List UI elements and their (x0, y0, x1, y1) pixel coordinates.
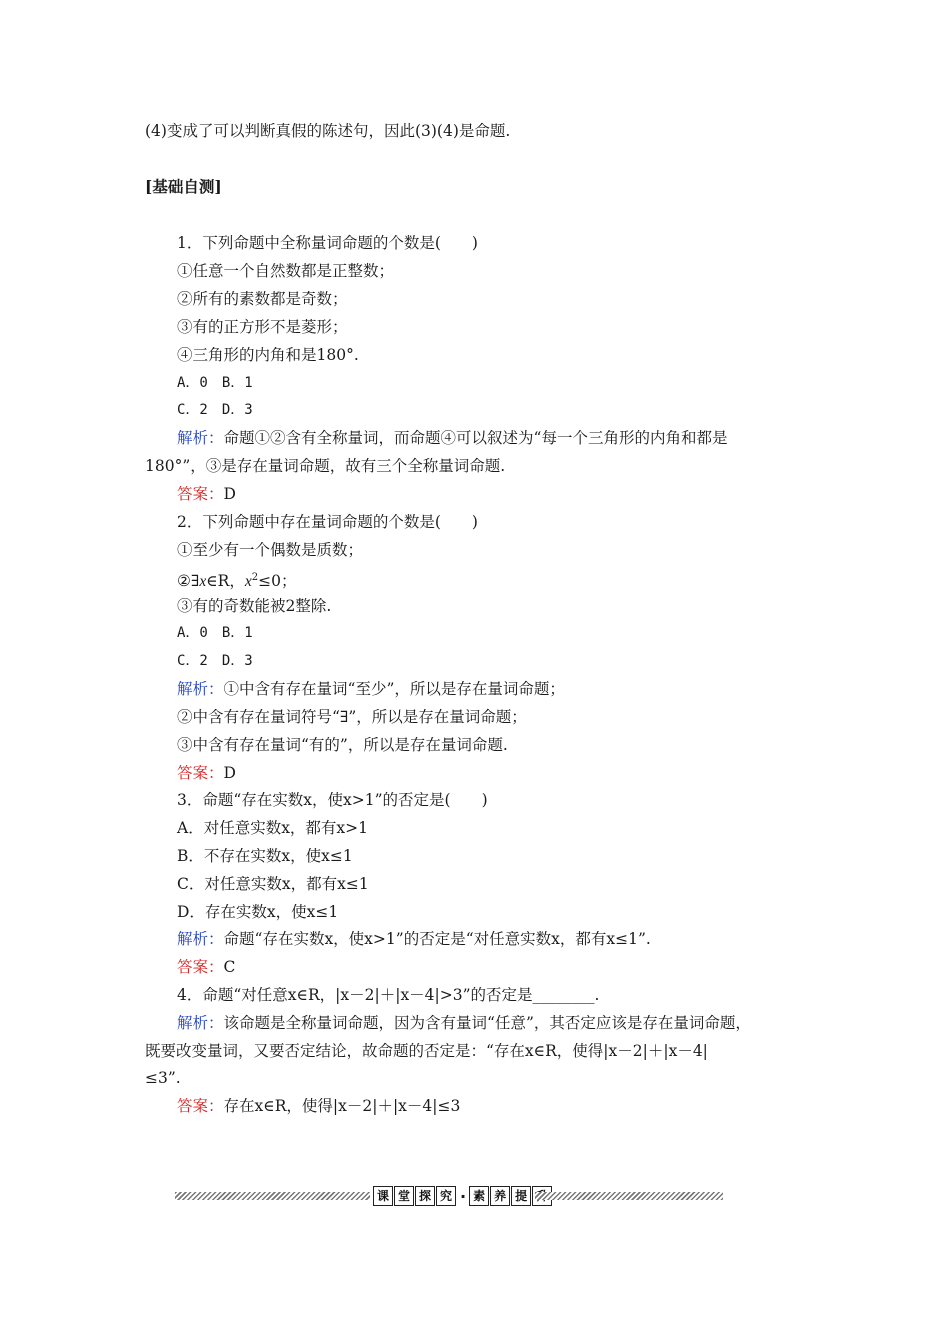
q1-analysis-line-2: 180°”，③是存在量词命题，故有三个全称量词命题. (145, 457, 506, 475)
q1-item-3: ③有的正方形不是菱形； (177, 318, 348, 336)
q3-answer-label: 答案： (177, 958, 224, 976)
q2-item-2-mid: ∈R， (206, 572, 245, 591)
q1-options-cd: C．2 D．3 (177, 402, 253, 418)
q2-item-2-var: x (199, 573, 207, 591)
q2-analysis-line-3: ③中含有存在量词“有的”，所以是存在量词命题. (177, 736, 508, 754)
q2-item-3: ③有的奇数能被2整除. (177, 597, 332, 615)
banner-chip: 课 (373, 1186, 393, 1206)
banner-label (373, 1186, 553, 1206)
q4-answer: 存在x∈R，使得|x－2|＋|x－4|≤3 (223, 1097, 461, 1115)
q1-answer-label: 答案： (177, 485, 224, 503)
q4-analysis-label: 解析： (177, 1014, 224, 1032)
q2-item-2-prefix: ②∃ (177, 572, 200, 591)
q2-analysis-label: 解析： (177, 680, 224, 698)
banner-hatch-right (535, 1192, 723, 1200)
q4-stem: 4．命题“对任意x∈R，|x－2|＋|x－4|>3”的否定是________. (177, 986, 600, 1004)
q3-stem: 3．命题“存在实数x，使x>1”的否定是( ) (177, 791, 488, 809)
banner-chip: 探 (415, 1186, 435, 1206)
q4-answer-line (177, 1096, 460, 1116)
q2-answer-label: 答案： (177, 764, 224, 782)
q3-option-c: C．对任意实数x，都有x≤1 (177, 875, 369, 893)
q2-options-ab: A．0 B．1 (177, 625, 253, 641)
q2-stem: 2．下列命题中存在量词命题的个数是( ) (177, 513, 478, 531)
q2-answer: D (223, 764, 236, 782)
banner-chip: 究 (436, 1186, 456, 1206)
q4-analysis-line-1 (177, 1013, 751, 1033)
q3-analysis-label: 解析： (177, 930, 224, 948)
q3-option-b: B．不存在实数x，使x≤1 (177, 847, 353, 865)
q3-answer-line (177, 957, 235, 977)
q2-analysis-line-2: ②中含有存在量词符号“∃”，所以是存在量词命题； (177, 708, 527, 726)
q2-answer-line (177, 763, 236, 783)
section-title: [基础自测] (145, 177, 222, 196)
section-banner (175, 1186, 723, 1206)
q3-analysis-line (177, 929, 651, 949)
q2-item-2-var2: x (244, 573, 252, 591)
banner-chip: 养 (490, 1186, 510, 1206)
q4-analysis-text-1: 该命题是全称量词命题，因为含有量词“任意”，其否定应该是存在量词命题， (223, 1014, 751, 1032)
q1-analysis-text-1: 命题①②含有全称量词，而命题④可以叙述为“每一个三角形的内角和都是 (223, 429, 728, 447)
q1-options-ab: A．0 B．1 (177, 375, 253, 391)
q2-item-2-sup: 2 (251, 572, 259, 583)
banner-separator: · (460, 1186, 467, 1206)
q3-option-d: D．存在实数x，使x≤1 (177, 903, 339, 921)
banner-chip: 提 (511, 1186, 531, 1206)
q1-item-4: ④三角形的内角和是180°. (177, 346, 359, 364)
q1-answer: D (223, 485, 236, 503)
q1-stem: 1．下列命题中全称量词命题的个数是( ) (177, 234, 478, 252)
q4-analysis-line-2: 既要改变量词，又要否定结论，故命题的否定是：“存在x∈R，使得|x－2|＋|x－4| (145, 1042, 708, 1060)
q1-analysis-label: 解析： (177, 429, 224, 447)
q1-item-1: ①任意一个自然数都是正整数； (177, 262, 395, 280)
q1-answer-line (177, 484, 236, 504)
banner-hatch-left (175, 1192, 370, 1200)
q2-item-1: ①至少有一个偶数是质数； (177, 541, 364, 559)
q3-option-a: A．对任意实数x，都有x>1 (177, 819, 369, 837)
intro-line: (4)变成了可以判断真假的陈述句，因此(3)(4)是命题. (145, 122, 511, 140)
q4-analysis-line-3: ≤3”. (145, 1069, 181, 1087)
q2-options-cd: C．2 D．3 (177, 653, 253, 669)
banner-chip: 素 (469, 1186, 489, 1206)
q4-answer-label: 答案： (177, 1097, 224, 1115)
q2-item-2 (177, 568, 296, 592)
banner-chip: 堂 (394, 1186, 414, 1206)
q2-item-2-suffix: ≤0； (258, 572, 297, 591)
q1-analysis-line-1 (177, 428, 727, 448)
q2-analysis-text-1: ①中含有存在量词“至少”，所以是存在量词命题； (223, 680, 565, 698)
q1-item-2: ②所有的素数都是奇数； (177, 290, 348, 308)
q2-analysis-line-1 (177, 679, 565, 699)
q3-analysis-text: 命题“存在实数x，使x>1”的否定是“对任意实数x，都有x≤1”. (223, 930, 651, 948)
q3-answer: C (223, 958, 236, 976)
